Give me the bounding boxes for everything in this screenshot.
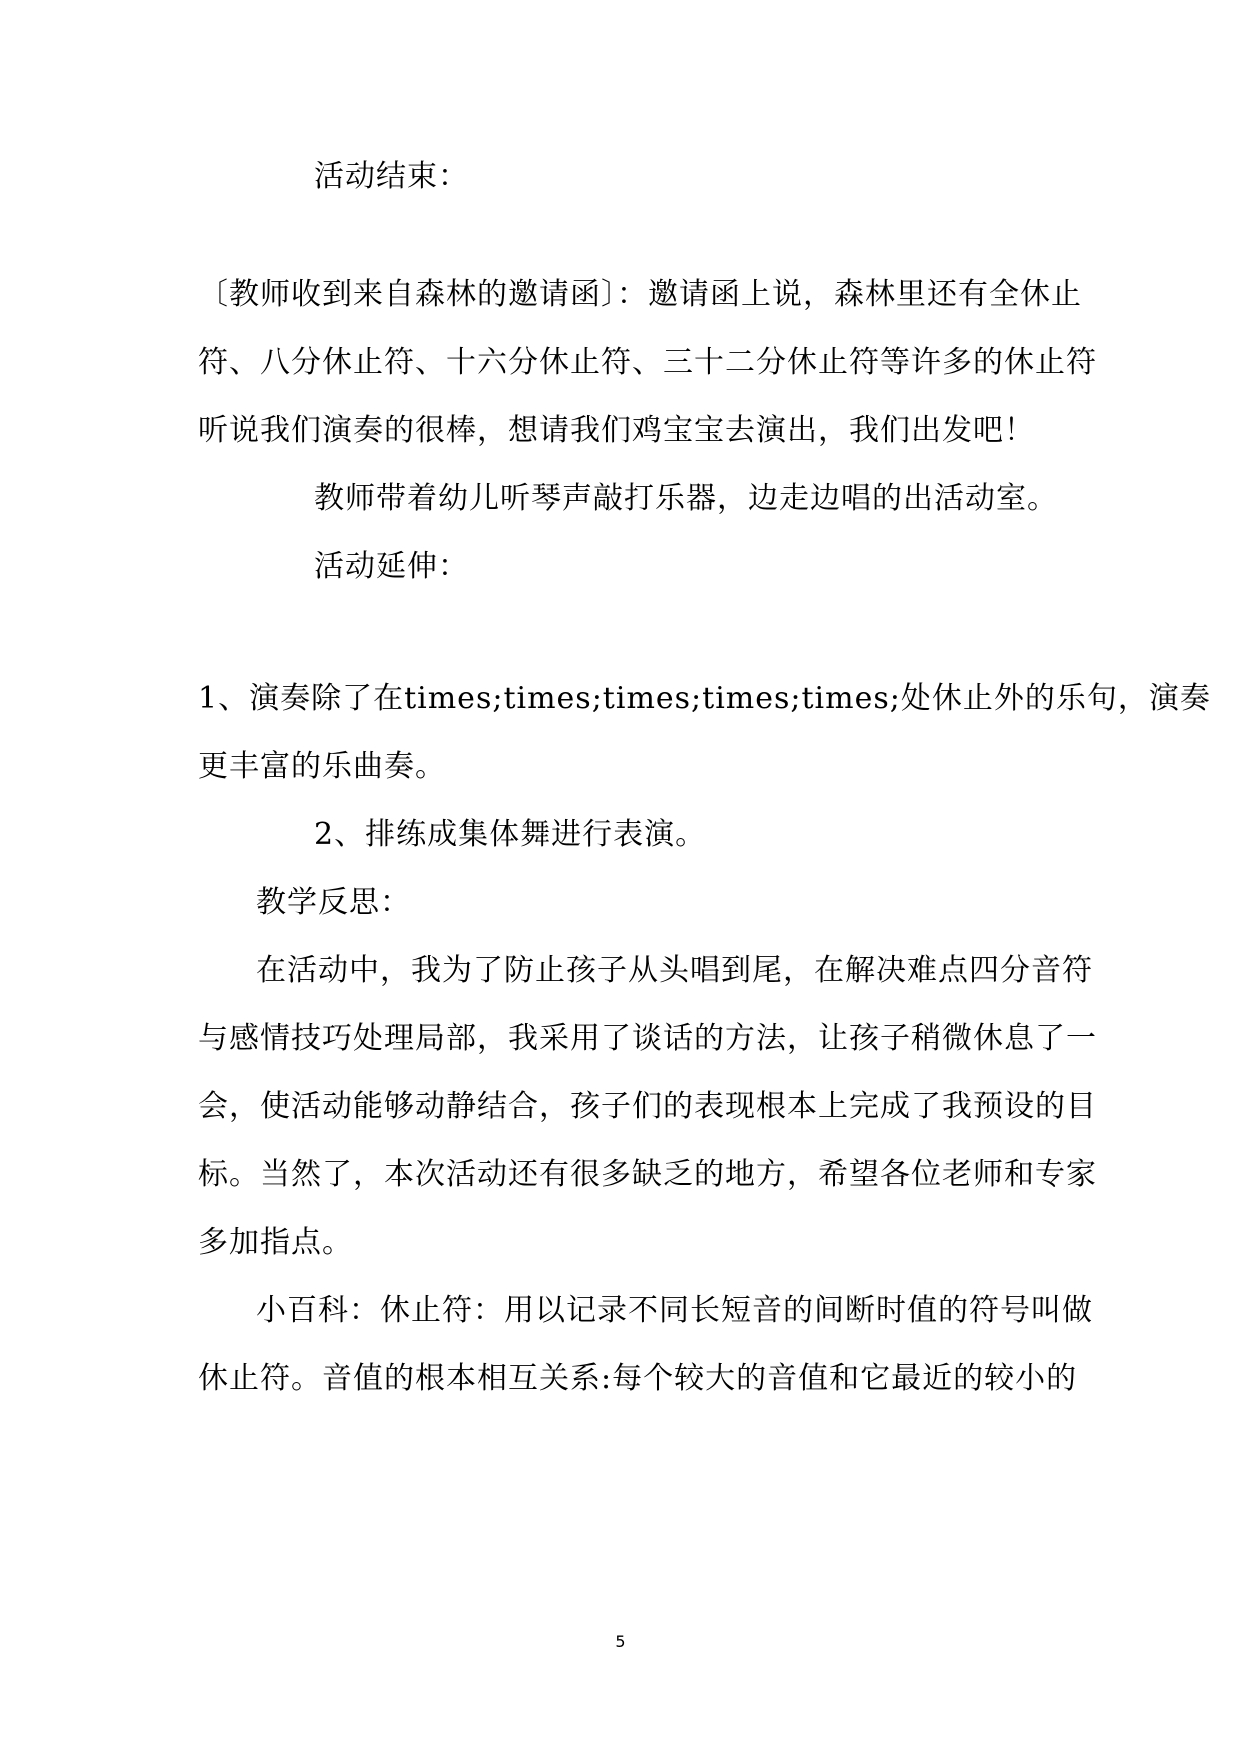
paragraph-line: 听说我们演奏的很棒，想请我们鸡宝宝去演出，我们出发吧！ — [198, 413, 1035, 448]
paragraph-line: 休止符。音值的根本相互关系:每个较大的音值和它最近的较小的 — [198, 1361, 1078, 1396]
heading-teaching-reflection: 教学反思： — [256, 885, 411, 920]
paragraph-line: 与感情技巧处理局部，我采用了谈话的方法，让孩子稍微休息了一 — [198, 1021, 1097, 1056]
page-number: 5 — [615, 1632, 626, 1651]
paragraph-line: 教师带着幼儿听琴声敲打乐器，边走边唱的出活动室。 — [314, 481, 1058, 516]
heading-activity-extension: 活动延伸： — [314, 549, 469, 584]
heading-activity-end: 活动结束： — [314, 159, 469, 194]
paragraph-line: 1、演奏除了在times;times;times;times;times;处休止外的乐句，演奏 — [198, 681, 1211, 716]
paragraph-line: 多加指点。 — [198, 1225, 353, 1260]
paragraph-line: 更丰富的乐曲奏。 — [198, 749, 446, 784]
paragraph-line: 会，使活动能够动静结合，孩子们的表现根本上完成了我预设的目 — [198, 1089, 1097, 1124]
paragraph-line: 在活动中，我为了防止孩子从头唱到尾，在解决难点四分音符 — [256, 953, 1093, 988]
paragraph-line: 小百科：休止符：用以记录不同长短音的间断时值的符号叫做 — [256, 1293, 1093, 1328]
paragraph-line: 〔教师收到来自森林的邀请函〕：邀请函上说，森林里还有全休止 — [198, 277, 1082, 312]
paragraph-line: 标。当然了，本次活动还有很多缺乏的地方，希望各位老师和专家 — [198, 1157, 1097, 1192]
list-item: 2、排练成集体舞进行表演。 — [314, 817, 707, 852]
paragraph-line: 符、八分休止符、十六分休止符、三十二分休止符等许多的休止符 — [198, 345, 1097, 380]
